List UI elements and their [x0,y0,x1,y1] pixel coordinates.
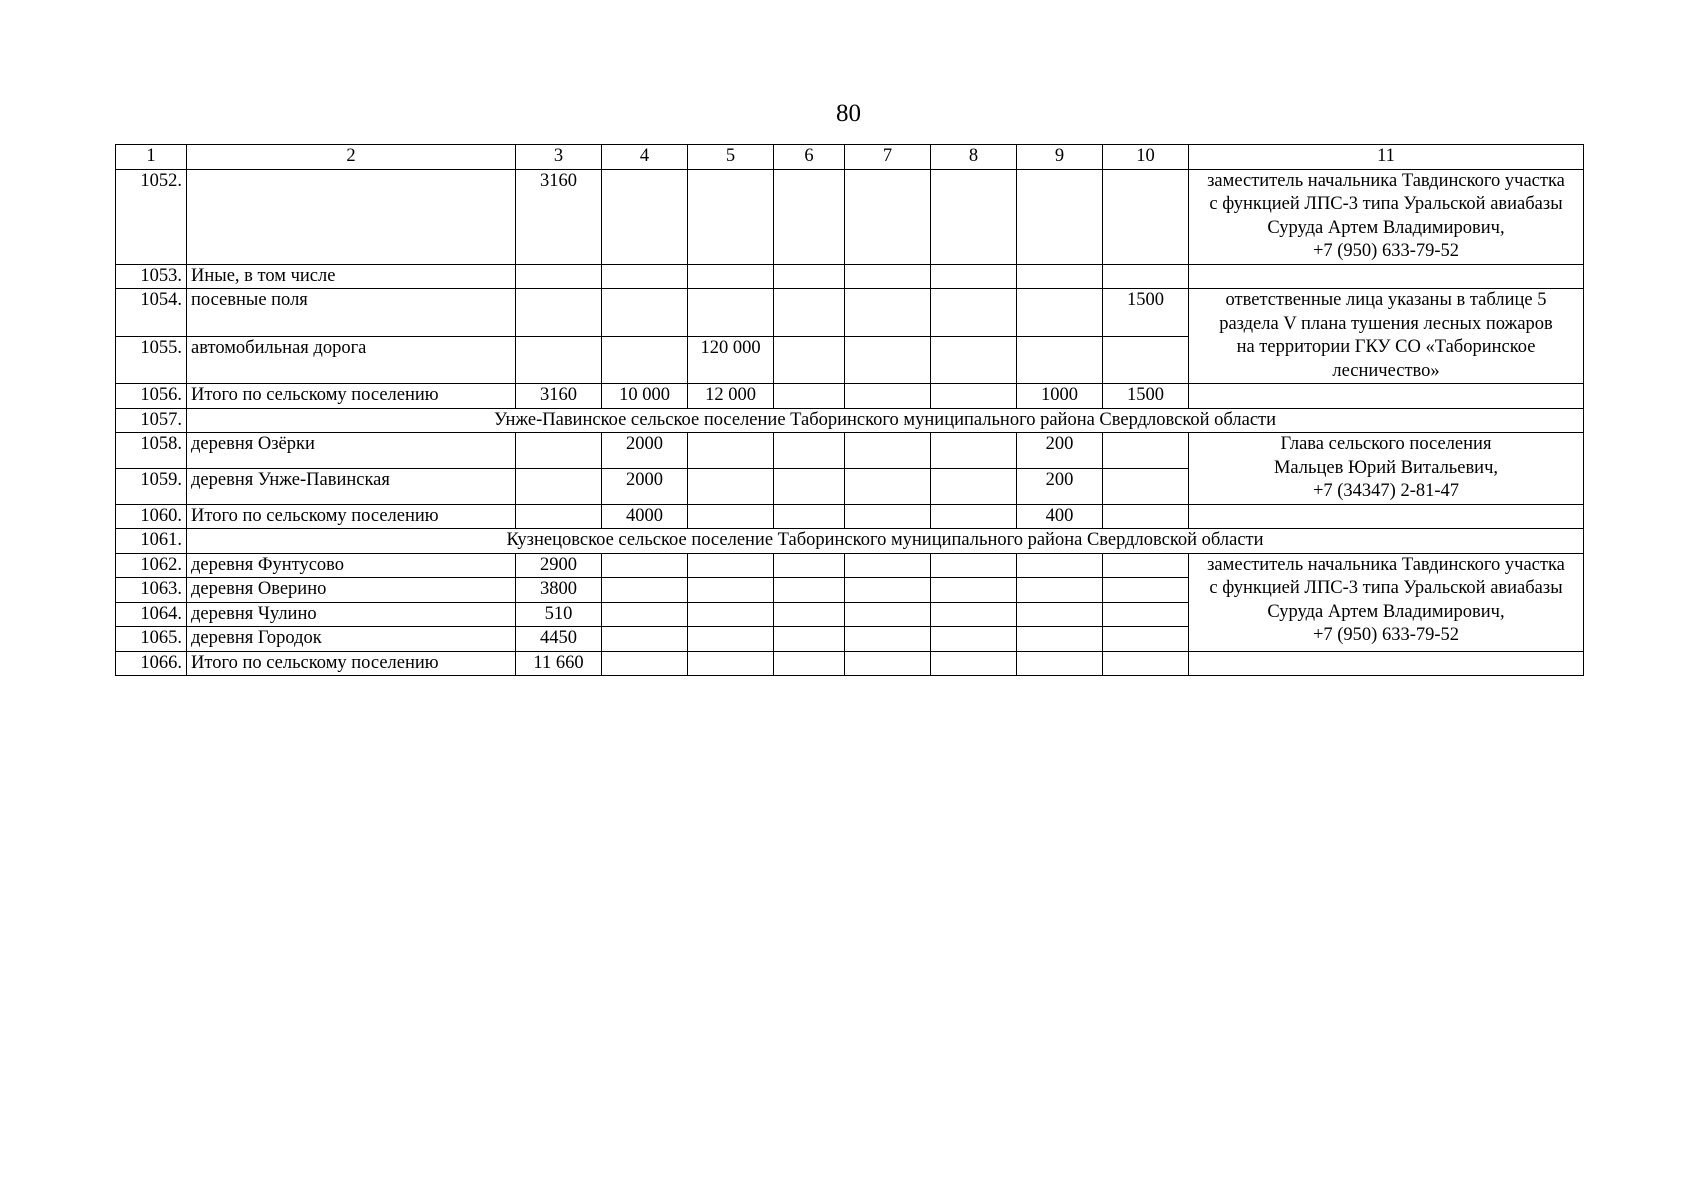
responsible-line: +7 (950) 633-79-52 [1312,241,1460,261]
cell-col7 [845,578,931,603]
responsible-person [1189,169,1584,264]
cell-col5 [688,553,774,578]
row-name: деревня Оверино [187,578,516,603]
cell-col7 [845,627,931,652]
cell-col3: 11 660 [516,651,602,676]
cell-col3: 3160 [516,384,602,409]
cell-col8 [931,553,1017,578]
header-cell: 3 [516,145,602,170]
row-number: 1056. [116,384,187,409]
cell-col10 [1103,433,1189,469]
cell-col3 [516,504,602,529]
cell-col11 [1189,264,1584,289]
row-number: 1055. [116,336,187,384]
cell-col10 [1103,264,1189,289]
responsible-line: лесничество» [1332,360,1440,381]
cell-col8 [931,651,1017,676]
cell-col4: 2000 [602,433,688,469]
cell-col5 [688,504,774,529]
responsible-line: +7 (950) 633-79-52 [1312,625,1460,645]
row-name: Итого по сельскому поселению [187,651,516,676]
responsible-line: заместитель начальника Тавдинского участка [1207,554,1565,575]
cell-col3: 3160 [516,169,602,264]
cell-col8 [931,433,1017,469]
row-name [187,169,516,264]
header-cell: 8 [931,145,1017,170]
row-name: деревня Унже-Павинская [187,468,516,504]
cell-col8 [931,169,1017,264]
row-name: Иные, в том числе [187,264,516,289]
row-name: Итого по сельскому поселению [187,384,516,409]
row-number: 1054. [116,289,187,337]
cell-col9 [1017,264,1103,289]
row-number: 1062. [116,553,187,578]
cell-col8 [931,384,1017,409]
cell-col5 [688,578,774,603]
row-number: 1063. [116,578,187,603]
cell-col9: 1000 [1017,384,1103,409]
cell-col3 [516,336,602,384]
cell-col9 [1017,651,1103,676]
section-row [116,529,1584,554]
cell-col4 [602,627,688,652]
cell-col5 [688,264,774,289]
cell-col3 [516,289,602,337]
cell-col4 [602,578,688,603]
cell-col6 [774,264,845,289]
cell-col4 [602,553,688,578]
cell-col7 [845,468,931,504]
cell-col4: 10 000 [602,384,688,409]
cell-col5 [688,627,774,652]
cell-col8 [931,264,1017,289]
cell-col4 [602,651,688,676]
cell-col10 [1103,336,1189,384]
cell-col6 [774,384,845,409]
section-title: Унже-Павинское сельское поселение Таборинского муниципального района Свердловской области [187,408,1584,433]
table-row [116,651,1584,676]
cell-col6 [774,504,845,529]
cell-col6 [774,336,845,384]
cell-col7 [845,336,931,384]
cell-col3 [516,468,602,504]
table-row [116,433,1584,469]
row-number: 1066. [116,651,187,676]
row-number: 1061. [116,529,187,554]
responsible-person [1189,433,1584,505]
row-name: автомобильная дорога [187,336,516,384]
cell-col5 [688,433,774,469]
cell-col4 [602,336,688,384]
cell-col11 [1189,384,1584,409]
table-row [116,384,1584,409]
cell-col4 [602,289,688,337]
cell-col9 [1017,336,1103,384]
cell-col7 [845,504,931,529]
cell-col4 [602,602,688,627]
row-name: деревня Чулино [187,602,516,627]
responsible-line: Суруда Артем Владимирович, [1267,217,1505,238]
responsible-person [1189,553,1584,651]
table-row [116,553,1584,578]
row-number: 1057. [116,408,187,433]
cell-col5 [688,289,774,337]
cell-col7 [845,651,931,676]
cell-col5 [688,169,774,264]
row-number: 1053. [116,264,187,289]
cell-col6 [774,289,845,337]
responsible-line: +7 (34347) 2-81-47 [1312,481,1460,501]
header-cell: 9 [1017,145,1103,170]
responsible-line: Глава сельского поселения [1280,434,1492,454]
header-cell: 6 [774,145,845,170]
row-number: 1058. [116,433,187,469]
cell-col7 [845,553,931,578]
row-number: 1052. [116,169,187,264]
cell-col7 [845,384,931,409]
header-cell: 4 [602,145,688,170]
responsible-line: Мальцев Юрий Витальевич, [1273,457,1499,478]
cell-col8 [931,336,1017,384]
cell-col4: 2000 [602,468,688,504]
cell-col3 [516,433,602,469]
cell-col4: 4000 [602,504,688,529]
header-cell: 2 [187,145,516,170]
cell-col10: 1500 [1103,384,1189,409]
cell-col9 [1017,627,1103,652]
header-cell: 11 [1189,145,1584,170]
cell-col10 [1103,602,1189,627]
cell-col6 [774,627,845,652]
cell-col10 [1103,169,1189,264]
cell-col6 [774,578,845,603]
cell-col3: 4450 [516,627,602,652]
cell-col9 [1017,578,1103,603]
cell-col10 [1103,504,1189,529]
cell-col9: 400 [1017,504,1103,529]
cell-col10 [1103,578,1189,603]
cell-col9 [1017,289,1103,337]
cell-col7 [845,289,931,337]
cell-col7 [845,169,931,264]
cell-col3: 3800 [516,578,602,603]
row-name: посевные поля [187,289,516,337]
cell-col8 [931,627,1017,652]
cell-col7 [845,264,931,289]
cell-col7 [845,433,931,469]
cell-col8 [931,602,1017,627]
cell-col6 [774,602,845,627]
row-name: деревня Городок [187,627,516,652]
cell-col8 [931,289,1017,337]
cell-col7 [845,602,931,627]
page-number: 80 [836,100,861,127]
cell-col5 [688,651,774,676]
table-row [116,289,1584,337]
table-row [116,504,1584,529]
row-name: деревня Фунтусово [187,553,516,578]
cell-col3: 2900 [516,553,602,578]
table-row [116,264,1584,289]
cell-col11 [1189,651,1584,676]
cell-col6 [774,468,845,504]
cell-col5 [688,602,774,627]
section-title: Кузнецовское сельское поселение Таборинского муниципального района Свердловской области [187,529,1584,554]
cell-col6 [774,433,845,469]
responsible-line: с функцией ЛПС-3 типа Уральской авиабазы [1209,578,1563,598]
cell-col8 [931,504,1017,529]
cell-col4 [602,264,688,289]
cell-col10 [1103,627,1189,652]
cell-col10 [1103,553,1189,578]
cell-col6 [774,553,845,578]
cell-col10 [1103,651,1189,676]
row-number: 1060. [116,504,187,529]
row-number: 1059. [116,468,187,504]
cell-col5: 12 000 [688,384,774,409]
row-number: 1064. [116,602,187,627]
cell-col3 [516,264,602,289]
cell-col10: 1500 [1103,289,1189,337]
cell-col9: 200 [1017,468,1103,504]
cell-col3: 510 [516,602,602,627]
cell-col9 [1017,602,1103,627]
cell-col9 [1017,553,1103,578]
row-name: Итого по сельскому поселению [187,504,516,529]
cell-col6 [774,651,845,676]
fire-plan-table [115,144,1584,676]
header-cell: 10 [1103,145,1189,170]
row-number: 1065. [116,627,187,652]
header-cell: 7 [845,145,931,170]
cell-col4 [602,169,688,264]
responsible-line: раздела V плана тушения лесных пожаров [1219,313,1553,334]
responsible-person [1189,289,1584,384]
section-row [116,408,1584,433]
cell-col11 [1189,504,1584,529]
cell-col6 [774,169,845,264]
header-row [116,145,1584,170]
cell-col10 [1103,468,1189,504]
row-name: деревня Озёрки [187,433,516,469]
responsible-line: ответственные лица указаны в таблице 5 [1225,290,1547,310]
cell-col5 [688,468,774,504]
responsible-line: Суруда Артем Владимирович, [1267,601,1505,622]
header-cell: 5 [688,145,774,170]
responsible-line: на территории ГКУ СО «Таборинское [1236,337,1536,357]
responsible-line: с функцией ЛПС-3 типа Уральской авиабазы [1209,194,1563,214]
cell-col8 [931,578,1017,603]
cell-col8 [931,468,1017,504]
cell-col9: 200 [1017,433,1103,469]
header-cell: 1 [116,145,187,170]
cell-col9 [1017,169,1103,264]
responsible-line: заместитель начальника Тавдинского участка [1207,170,1565,191]
table-row [116,169,1584,264]
cell-col5: 120 000 [688,336,774,384]
